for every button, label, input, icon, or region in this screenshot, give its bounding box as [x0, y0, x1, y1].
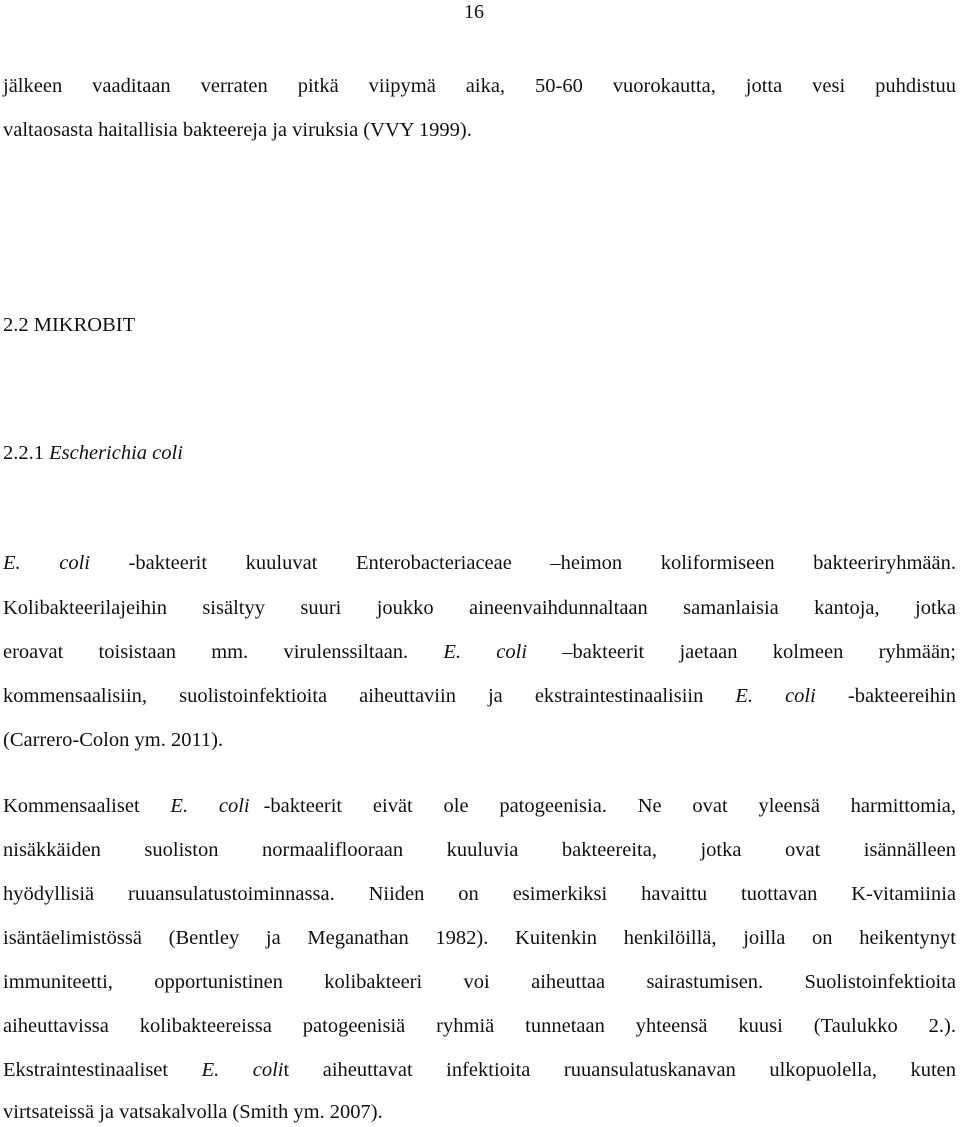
paragraph1-line-3-text-a: eroavat toisistaan mm. virulenssiltaan.	[3, 641, 444, 663]
section-heading	[3, 313, 135, 337]
ecoli-term: E. coli	[170, 795, 250, 817]
paragraph1-line-1-text: -bakteerit kuuluvat Enterobacteriaceae –heimon koliformiseen bakteeriryhmään.	[89, 552, 957, 574]
paragraph1-line-1	[3, 551, 956, 575]
ecoli-term: E. coli	[3, 552, 90, 574]
intro-line-1: jälkeen vaaditaan verraten pitkä viipymä aika, 50-60 vuorokautta, jotta vesi puhdistuu	[3, 75, 956, 97]
paragraph2-line-7	[3, 1058, 956, 1082]
paragraph2-line-7-text-b: t aiheuttavat infektioita ruuansulatuskanavan ulkopuolella, kuten	[283, 1059, 957, 1081]
paragraph2-line-1	[3, 794, 956, 818]
paragraph2-line-1-text-a: Kommensaaliset	[3, 795, 171, 817]
paragraph2-line-6: aiheuttavissa kolibakteereissa patogeenisiä ryhmiä tunnetaan yhteensä kuusi (Taulukko 2.).	[3, 1015, 956, 1037]
paragraph1-line-5: (Carrero-Colon ym. 2011).	[3, 729, 224, 751]
paragraph2-line-7-text-a: Ekstraintestinaaliset	[3, 1059, 202, 1081]
subsection-heading	[3, 441, 183, 465]
paragraph1-line-2: Kolibakteerilajeihin sisältyy suuri joukko aineenvaihdunnaltaan samanlaisia kantoja, jotka	[3, 597, 956, 619]
paragraph2-line-2: nisäkkäiden suoliston normaaliflooraan kuuluvia bakteereita, jotka ovat isännälleen	[3, 839, 956, 861]
paragraph1-line-4-text-a: kommensaalisiin, suolistoinfektioita aiheuttaviin ja ekstraintestinaalisiin	[3, 685, 736, 707]
ecoli-term: E. coli	[443, 641, 528, 663]
paragraph2-line-5: immuniteetti, opportunistinen kolibakteeri voi aiheuttaa sairastumisen. Suolistoinfektioita	[3, 971, 956, 993]
paragraph2-line-1-text-b: -bakteerit eivät ole patogeenisia. Ne ovat yleensä harmittomia,	[263, 795, 957, 817]
subsection-number: 2.2.1	[3, 442, 44, 464]
section-title: MIKROBIT	[33, 314, 136, 336]
ecoli-term: E. coli	[201, 1059, 284, 1081]
paragraph2-line-3: hyödyllisiä ruuansulatustoiminnassa. Niiden on esimerkiksi havaittu tuottavan K-vitamiinia	[3, 883, 956, 905]
section-number: 2.2	[3, 314, 29, 336]
paragraph1-line-4	[3, 684, 956, 708]
page-number: 16	[464, 1, 484, 23]
ecoli-term: E. coli	[735, 685, 816, 707]
paragraph1-line-4-text-b: -bakteereihin	[815, 685, 957, 707]
paragraph1-line-3	[3, 640, 956, 664]
paragraph2-line-4: isäntäelimistössä (Bentley ja Meganathan 1982). Kuitenkin henkilöillä, joilla on heikentynyt	[3, 927, 956, 949]
paragraph1-line-3-text-b: –bakteerit jaetaan kolmeen ryhmään;	[527, 641, 956, 663]
paragraph2-line-8: virtsateissä ja vatsakalvolla (Smith ym. 2007).	[3, 1101, 383, 1123]
intro-line-2: valtaosasta haitallisia bakteereja ja viruksia (VVY 1999).	[3, 119, 472, 141]
subsection-title: Escherichia coli	[49, 442, 183, 464]
